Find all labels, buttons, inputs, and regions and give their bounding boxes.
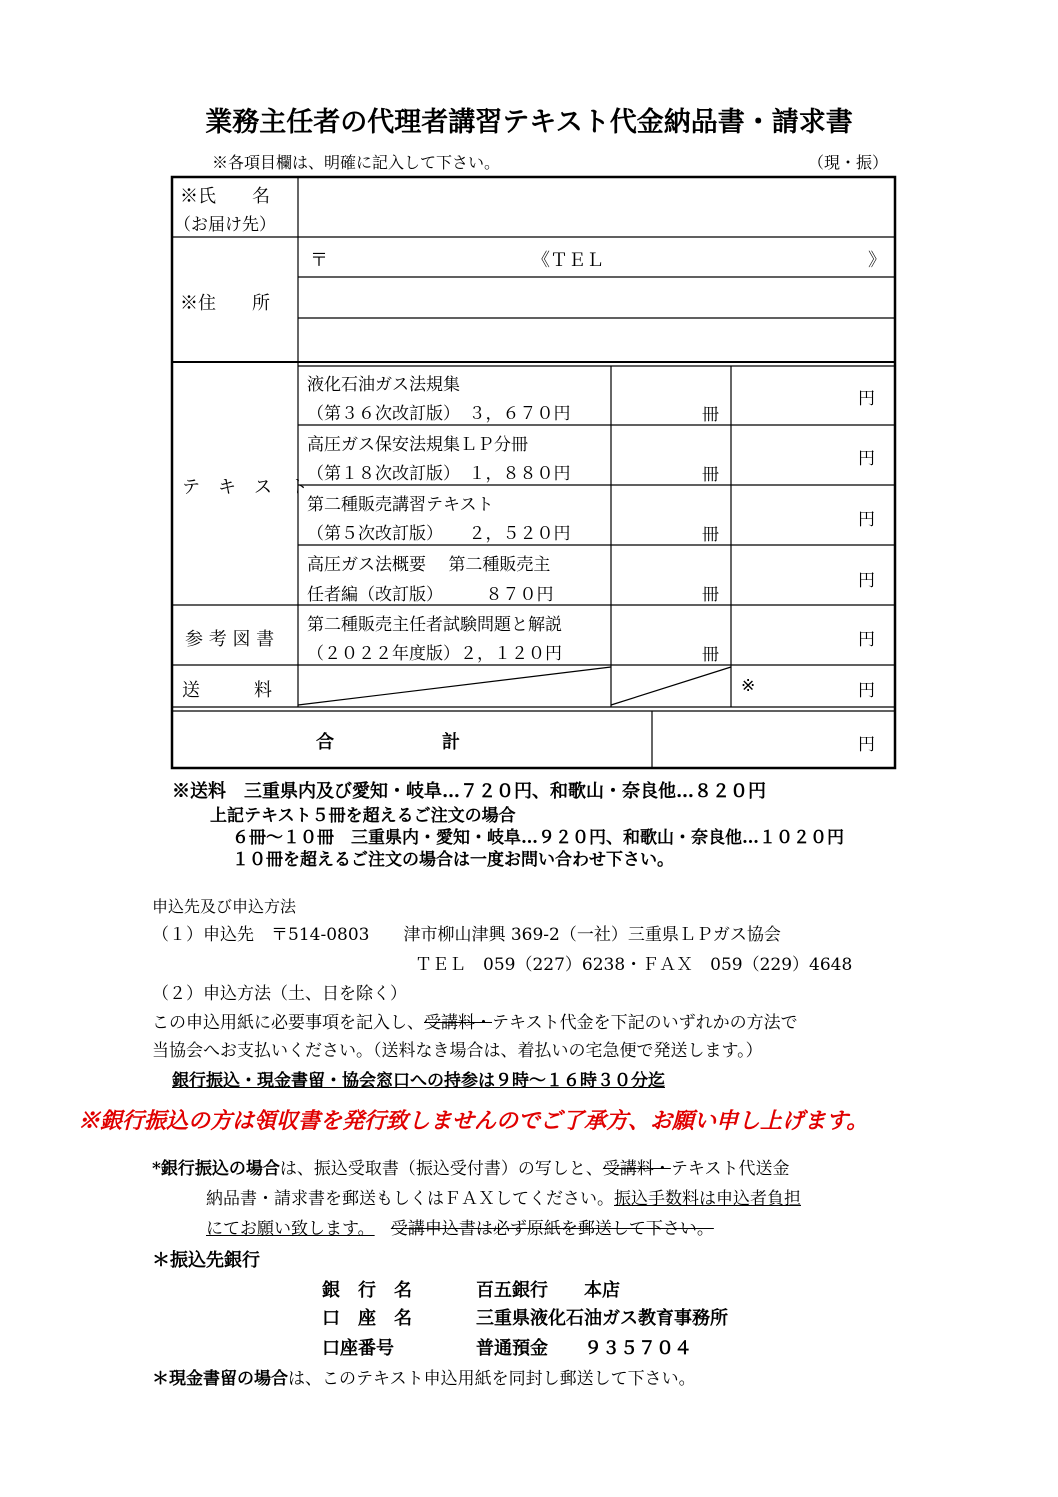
bank-heading: ＊振込先銀行 [152,1250,260,1271]
unit-yen: 円 [858,681,875,701]
bank-label: 銀 行 名 [322,1280,412,1301]
item-title: 第二種販売講習テキスト [307,495,494,515]
unit-books: 冊 [702,645,719,665]
reference-label: 参 考 図 書 [185,629,275,650]
apply-method: （２）申込方法（土、日を除く） [152,984,407,1004]
account-number-value: 普通預金 ９３５７０４ [476,1338,692,1359]
warning-text: ※銀行振込の方は領収書を発行致しませんのでご了承方、お願い申し上げます。 [78,1108,869,1134]
unit-yen: 円 [858,735,875,755]
unit-yen: 円 [858,389,875,409]
bank-transfer-note: *銀行振込の場合は、振込受取書（振込受付書）の写しと、受講料・テキスト代送金 [152,1159,790,1179]
bank-transfer-note: 納品書・請求書を郵送もしくはＦＡＸしてください。振込手数料は申込者負担 [206,1189,801,1209]
item-title: 高圧ガス法概要 第二種販売主 [307,555,551,575]
item-title: 液化石油ガス法規集 [307,375,460,395]
tel-close: 》 [868,250,886,271]
shipping-note: ※送料 三重県内及び愛知・岐阜…７２０円、和歌山・奈良他…８２０円 [172,781,766,802]
unit-yen: 円 [858,630,875,650]
name-label: ※氏 名 [180,186,270,207]
apply-destination: （１）申込先 〒514-0803 津市柳山津興 369-2（一社）三重県ＬＰガス協会 [152,925,781,945]
office-hours: 銀行振込・現金書留・協会窓口への持参は９時～１６時３０分迄 [172,1071,665,1091]
item-title: 高圧ガス保安法規集ＬＰ分冊 [307,435,528,455]
apply-body: この申込用紙に必要事項を記入し、受講料・テキスト代金を下記のいずれかの方法で [152,1013,798,1033]
unit-yen: 円 [858,571,875,591]
unit-books: 冊 [702,405,719,425]
apply-heading: 申込先及び申込方法 [152,897,297,916]
postage-label: 送 料 [182,680,272,701]
postage-mark: ※ [741,676,756,696]
postal-mark: 〒 [310,250,328,271]
unit-books: 冊 [702,465,719,485]
unit-yen: 円 [858,510,875,530]
payment-type: （現・振） [808,153,889,172]
cash-registered-note: ＊現金書留の場合は、このテキスト申込用紙を同封し郵送して下さい。 [152,1369,696,1389]
instruction-note: ※各項目欄は、明確に記入して下さい。 [212,153,501,172]
unit-yen: 円 [858,449,875,469]
bank-value: 百五銀行 本店 [476,1280,620,1301]
name-sublabel: （お届け先） [174,215,276,235]
account-number-label: 口座番号 [322,1338,394,1359]
item-edition: 任者編（改訂版） ８７０円 [307,585,554,605]
tel-label: 《ＴＥＬ [532,250,604,271]
account-value: 三重県液化石油ガス教育事務所 [476,1308,728,1329]
item-edition: （第５次改訂版） ２，５２０円 [307,524,571,544]
apply-body: 当協会へお支払いください。（送料なき場合は、着払いの宅急便で発送します。） [152,1041,763,1061]
text-label: テ キ ス ト [182,477,308,498]
shipping-note: 上記テキスト５冊を超えるご注文の場合 [210,806,516,826]
unit-books: 冊 [702,585,719,605]
account-label: 口 座 名 [322,1308,412,1329]
item-edition: （第３６次改訂版） ３，６７０円 [307,404,571,424]
page-title: 業務主任者の代理者講習テキスト代金納品書・請求書 [205,107,853,138]
bank-transfer-note: にてお願い致します。 受講申込書は必ず原紙を郵送して下さい。 [206,1219,714,1239]
unit-books: 冊 [702,525,719,545]
item-edition: （第１８次改訂版） １，８８０円 [307,464,571,484]
item-title: 第二種販売主任者試験問題と解説 [307,615,562,635]
shipping-note: １０冊を超えるご注文の場合は一度お問い合わせ下さい。 [232,850,674,870]
total-label: 合 計 [316,732,460,753]
apply-contact: ＴＥＬ 059（227）6238・ＦＡＸ 059（229）4648 [415,955,853,975]
shipping-note: ６冊～１０冊 三重県内・愛知・岐阜…９２０円、和歌山・奈良他…１０２０円 [232,828,844,848]
item-edition: （２０２２年度版）２，１２０円 [307,644,562,664]
address-label: ※住 所 [180,293,270,314]
